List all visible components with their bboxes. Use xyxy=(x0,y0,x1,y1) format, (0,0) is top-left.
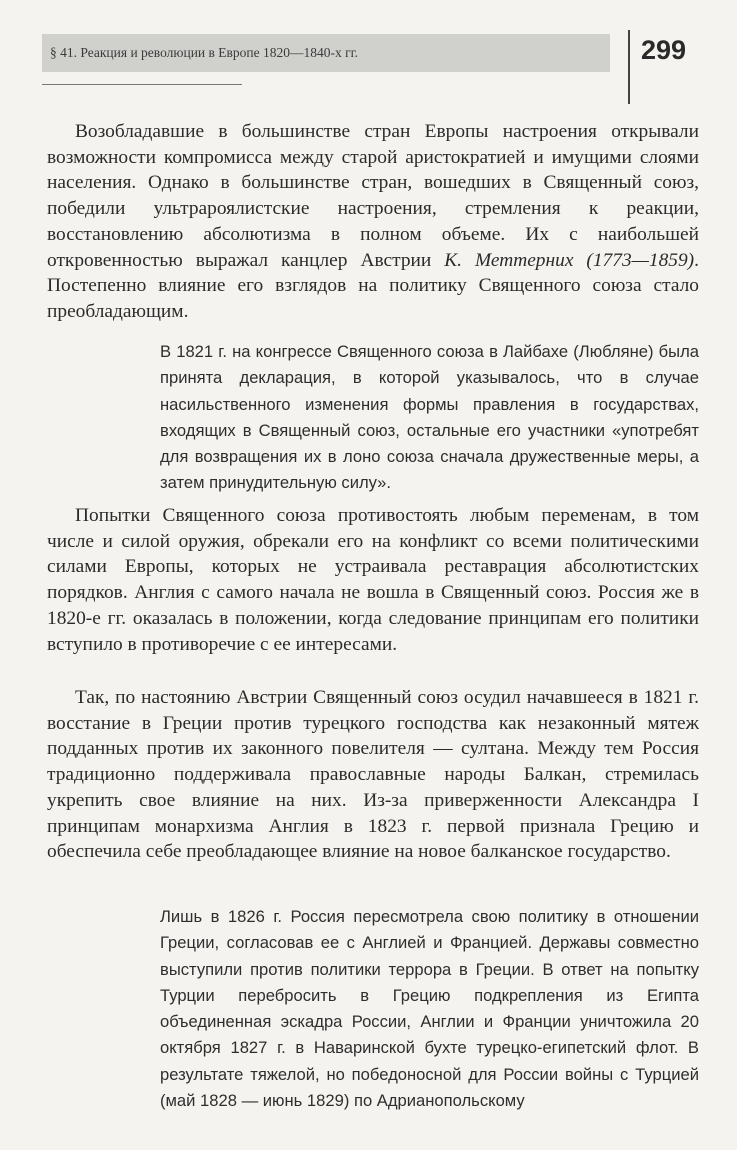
paragraph-2: Попытки Священного союза противостоять любым переменам, в том числе и силой оружия, обрекали его на конфликт со всеми политическими силами Европы, которых не устраивала реставрация абсолютистских порядков. Англия с самого начала не вошла в Священный союз. Россия же в 1820-е гг. оказалась в положении, когда следование принципам его политики вступило в противоречие с ее интересами. xyxy=(47,505,699,655)
section-title: § 41. Реакция и революции в Европе 1820—1840-х гг. xyxy=(50,45,359,60)
header-divider xyxy=(628,30,630,104)
paragraph-3: Так, по настоянию Австрии Священный союз осудил начавшееся в 1821 г. восстание в Греции против турецкого господства как незаконный мятеж подданных против их законного повелителя — султана. Между тем Россия традиционно поддерживала православные народы Балкан, стремилась укрепить свое влияние на них. Из-за приверженности Александра I принципам монархизма Англия в 1823 г. первой признала Грецию и обеспечила себе преобладающее влияние на новое балканское государство. xyxy=(47,687,699,863)
paragraph-1-text-b: . Постепенно влияние его взглядов на политику Священного союза стало преобладающим. xyxy=(47,249,699,322)
inset-paragraph-1: В 1821 г. на конгрессе Священного союза в Лайбахе (Любляне) была принята декларация, в которой указывалось, что в случае насильственного изменения формы правления в государствах, входящих в Священный союз, остальные его участники «употребят для возвращения их в лоно союза сначала дружественные меры, а затем принудительную силу». xyxy=(160,342,699,493)
paragraph-1-text-a: Возобладавшие в большинстве стран Европы настроения открывали возможности компромисса между старой аристократией и имущими слоями населения. Однако в большинстве стран, вошедших в Священный союз, победили ультрароялистские настроения, стремления к реакции, восстановлению абсолютизма в полном объеме. Их с наибольшей откровенностью выражал канцлер Австрии xyxy=(47,121,699,271)
paragraph-1-emphasis: К. Меттерних (1773—1859) xyxy=(444,249,695,271)
header-rule xyxy=(42,84,242,85)
page-number: 299 xyxy=(641,35,687,65)
paragraph-1 xyxy=(47,119,699,325)
inset-paragraph-2: Лишь в 1826 г. Россия пересмотрела свою политику в отношении Греции, согласовав ее с Англией и Францией. Державы совместно выступили против политики террора в Греции. В ответ на попытку Турции перебросить в Грецию подкрепления из Египта объединенная эскадра России, Англии и Франции уничтожила 20 октября 1827 г. в Наваринской бухте турецко-египетский флот. В результате тяжелой, но победоносной для России войны с Турцией (май 1828 — июнь 1829) по Адрианопольскому xyxy=(160,907,699,1111)
